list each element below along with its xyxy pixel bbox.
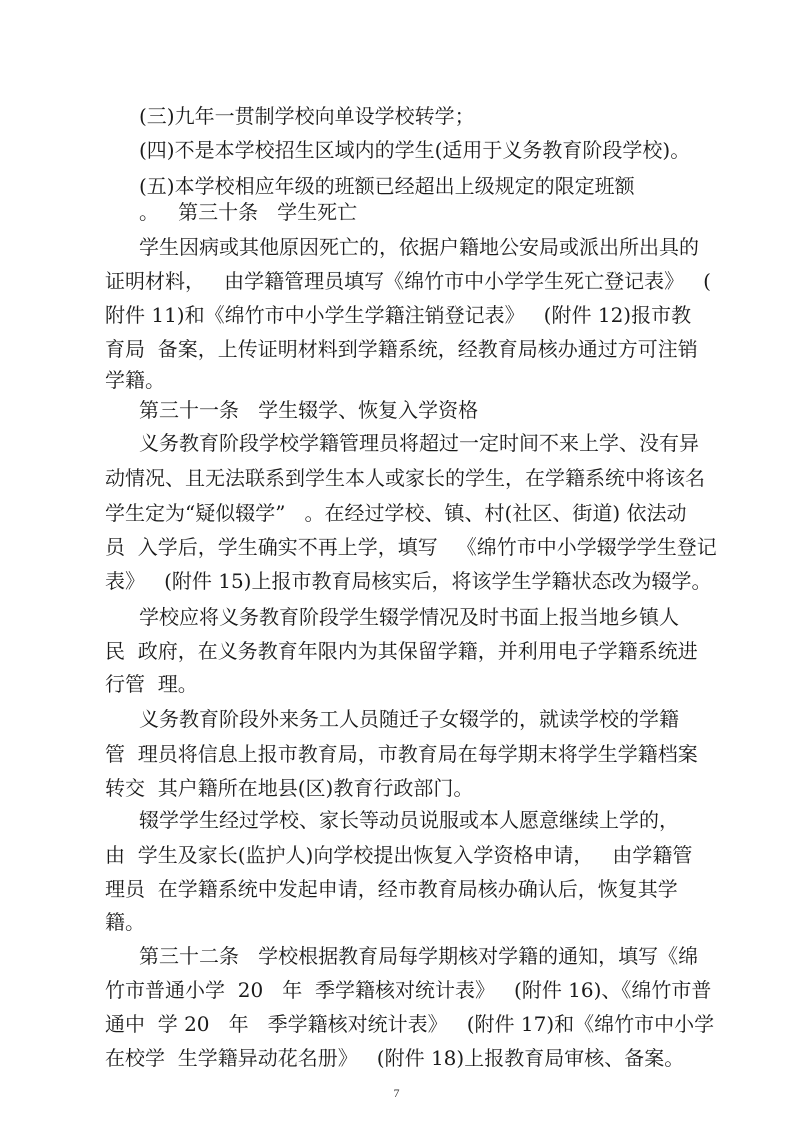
text-line: 民 政府，在义务教育年限内为其保留学籍，并利用电子学籍系统进 [105,639,698,663]
section-heading: 第三十一条 学生辍学、恢复入学资格 [139,398,479,422]
text-line: (四)不是本学校招生区域内的学生(适用于义务教育阶段学校)。 [139,138,691,162]
text-line: 由 学生及家长(监护人)向学校提出恢复入学资格申请， 由学籍管 [105,843,693,867]
text-line: 动情况、且无法联系到学生本人或家长的学生，在学籍系统中将该名 [105,466,705,490]
text-line: 籍。 [105,910,145,934]
text-line: 证明材料， 由学籍管理员填写《绵竹市中小学学生死亡登记表》 ( [105,269,711,293]
text-line: 义务教育阶段外来务工人员随迁子女辍学的，就读学校的学籍 [139,707,679,731]
text-line: 通中 学 20 年 季学籍核对统计表》 (附件 17)和《绵竹市中小学 [105,1012,715,1036]
text-line: (三)九年一贯制学校向单设学校转学； [139,104,475,128]
text-line: 行管 理。 [105,672,198,696]
text-line: 管 理员将信息上报市教育局，市教育局在每学期末将学生学籍档案 [105,742,698,766]
text-line: 附件 11)和《绵竹市中小学生学籍注销登记表》 (附件 12)报市教 [105,303,692,327]
text-line: 学校应将义务教育阶段学生辍学情况及时书面上报当地乡镇人 [139,605,679,629]
text-line: 表》 (附件 15)上报市教育局核实后，将该学生学籍状态改为辍学。 [105,569,712,593]
text-line: (五)本学校相应年级的班额已经超出上级规定的限定班额 [139,174,635,198]
text-line: 义务教育阶段学校学籍管理员将超过一定时间不来上学、没有异 [139,431,699,455]
text-line: 学生因病或其他原因死亡的，依据户籍地公安局或派出所出具的 [139,235,699,259]
page-number: 7 [393,1086,400,1100]
text-line: 辍学学生经过学校、家长等动员说服或本人愿意继续上学的， [139,808,679,832]
section-heading: 第三十二条 学校根据教育局每学期核对学籍的通知，填写《绵 [139,944,699,968]
text-line: 在校学 生学籍异动花名册》 (附件 18)上报教育局审核、备案。 [105,1046,685,1070]
text-line: 竹市普通小学 20 年 季学籍核对统计表》 (附件 16)、《绵竹市普 [105,978,712,1002]
text-line: 学籍。 [105,368,165,392]
text-line: 员 入学后，学生确实不再上学，填写 《绵竹市中小学辍学学生登记 [105,535,717,559]
text-line: 转交 其户籍所在地县(区)教育行政部门。 [105,776,474,800]
text-line: 学生定为“疑似辍学” 。在经过学校、镇、村(社区、街道) 依法动 [105,501,687,525]
section-heading: 。 第三十条 学生死亡 [139,200,358,224]
text-line: 育局 备案，上传证明材料到学籍系统，经教育局核办通过方可注销 [105,337,698,361]
text-line: 理员 在学籍系统中发起申请，经市教育局核办确认后，恢复其学 [105,877,678,901]
